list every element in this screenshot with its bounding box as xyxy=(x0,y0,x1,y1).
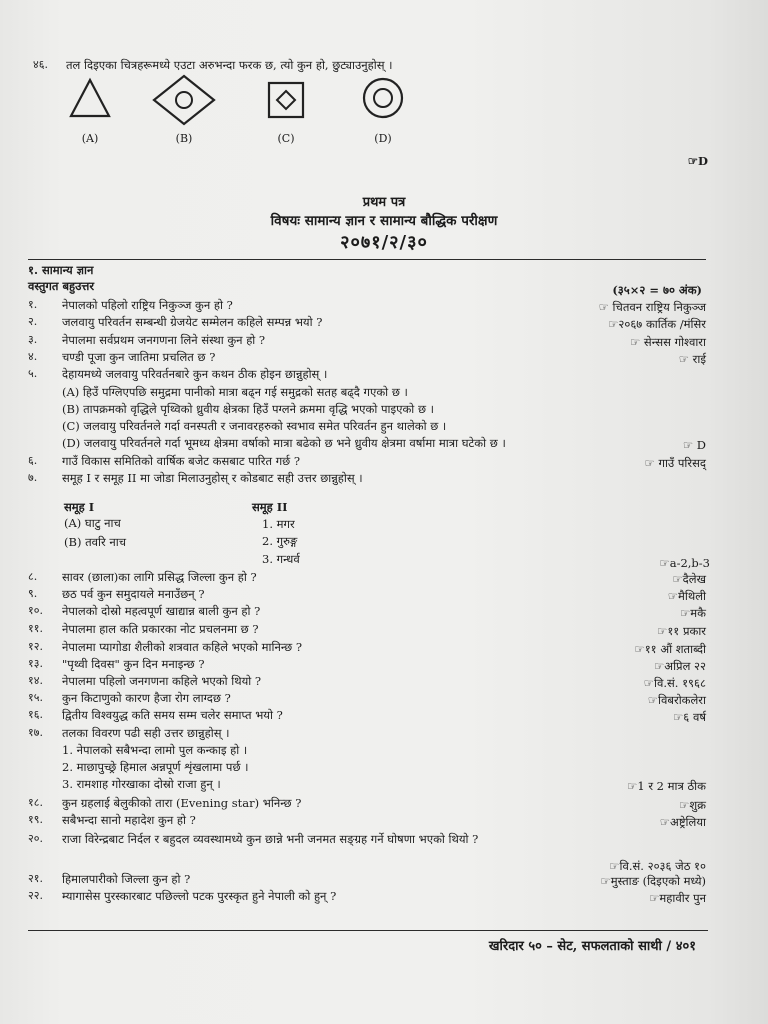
question-number: ५. xyxy=(28,367,38,381)
answer-text: ☞अष्ट्रेलिया xyxy=(659,815,706,829)
section-marks: (३५×२ = ७० अंक) xyxy=(612,283,702,297)
question-number: १२. xyxy=(28,640,43,653)
question-text: (C) जलवायु परिवर्तनले गर्दा वनस्पती र जनावरहरुको स्वभाव समेत परिवर्तन हुन थालेको छ । xyxy=(62,419,447,434)
question-text: समूह I र समूह II मा जोडा मिलाउनुहोस् र कोडबाट सही उत्तर छान्नुहोस् । xyxy=(62,471,363,485)
question-text: गाउँ विकास समितिको वार्षिक बजेट कसबाट पारित गर्छ ? xyxy=(62,453,301,468)
question-text: सबैभन्दा सानो महादेश कुन हो ? xyxy=(62,813,196,827)
answer-text: ☞अप्रिल २२ xyxy=(653,659,706,673)
answer-text: ☞११ प्रकार xyxy=(657,624,706,638)
question-number: १०. xyxy=(28,604,43,617)
question-text: 1. नेपालको सबैभन्दा लामो पुल कन्काइ हो । xyxy=(62,743,248,757)
section-title: १. सामान्य ज्ञान xyxy=(28,263,94,277)
answer-text: ☞मकै xyxy=(679,606,706,620)
question-text: म्यागासेस पुरस्कारबाट पछिल्लो पटक पुरस्कृत हुने नेपाली को हुन् ? xyxy=(62,889,337,903)
answer-text: ☞ D xyxy=(682,438,706,453)
question-number: ८. xyxy=(28,570,38,583)
answer-text: ☞११ औं शताब्दी xyxy=(634,642,706,656)
match-g2-item: 2. गुरुङ्ग xyxy=(262,534,298,548)
question-number: १५. xyxy=(28,691,43,704)
match-g1-item: (B) तवरि नाच xyxy=(64,535,127,549)
answer-text: ☞1 र 2 मात्र ठीक xyxy=(627,779,706,793)
question-text: नेपालमा हाल कति प्रकारका नोट प्रचलनमा छ ? xyxy=(62,622,259,636)
question-text: चण्डी पूजा कुन जातिमा प्रचलित छ ? xyxy=(62,349,216,364)
question-number: ४. xyxy=(28,349,38,363)
answer-text: ☞ गाउँ परिसद् xyxy=(644,455,706,470)
question-text: द्वितीय विश्वयुद्ध कति समय सम्म चलेर समाप्त भयो ? xyxy=(62,708,283,722)
question-number: १४. xyxy=(28,674,43,687)
match-group1-title: समूह I xyxy=(64,500,95,514)
question-number: १६. xyxy=(28,708,43,721)
answer-text: ☞विबरोकलेरा xyxy=(647,693,706,707)
paper-title: प्रथम पत्र xyxy=(362,195,406,210)
question-number: २. xyxy=(28,315,38,329)
question-number: २१. xyxy=(28,872,43,885)
answer-text: ☞ राई xyxy=(678,351,706,366)
square-diamond-shape xyxy=(269,83,303,117)
question-number: ३. xyxy=(28,332,38,346)
answer-text: ☞शुक्र xyxy=(679,798,706,812)
footer-divider xyxy=(28,930,708,931)
question-number: २२. xyxy=(28,889,43,902)
question-text: 2. माछापुच्छ्रे हिमाल अन्नपूर्ण शृंखलामा पर्छ । xyxy=(62,760,249,774)
question-text: राजा विरेन्द्रबाट निर्दल र बहुदल व्यवस्थामध्ये कुन छान्ने भनी जनमत सङ्ग्रह गर्ने घोषणा भएको थियो ? xyxy=(62,832,479,846)
question-text: सावर (छाला)का लागि प्रसिद्ध जिल्ला कुन हो ? xyxy=(62,570,257,584)
match-group2-title: समूह II xyxy=(252,500,288,514)
match-answer: ☞a-2,b-3 xyxy=(659,556,710,570)
question-number: ७. xyxy=(28,471,38,484)
match-g2-item: 3. गन्धर्व xyxy=(262,552,300,566)
q46-shapes xyxy=(60,74,420,126)
answer-text: ☞मैथिली xyxy=(667,589,706,603)
question-text: कुन ग्रहलाई बेलुकीको तारा (Evening star) भनिन्छ ? xyxy=(62,796,302,810)
shape-label-a: (A) xyxy=(81,132,99,145)
question-text: देहायमध्ये जलवायु परिवर्तनबारे कुन कथन ठीक होइन छान्नुहोस् । xyxy=(62,367,328,382)
question-number: १८. xyxy=(28,796,43,809)
question-text: नेपालको दोस्रो महत्वपूर्ण खाद्यान्न बाली कुन हो ? xyxy=(62,604,261,618)
question-number: २०. xyxy=(28,832,43,845)
answer-text: ☞६ वर्ष xyxy=(673,710,706,724)
answer-text: ☞वि.सं. १९६८ xyxy=(643,676,706,690)
question-text: तलका विवरण पढी सही उत्तर छान्नुहोस् । xyxy=(62,726,230,740)
question-text: (A) हिउँ पग्लिएपछि समुद्रमा पानीको मात्रा बढ्न गई समुद्रको सतह बढ्दै गएको छ । xyxy=(62,384,408,399)
question-text: नेपालमा सर्वप्रथम जनगणना लिने संस्था कुन हो ? xyxy=(62,332,266,347)
question-text: हिमालपारीको जिल्ला कुन हो ? xyxy=(62,872,191,886)
question-number: ६. xyxy=(28,453,38,467)
question-text: (D) जलवायु परिवर्तनले गर्दा भूमध्य क्षेत्रमा वर्षाको मात्रा बढेको छ भने ध्रुवीय क्षेत्रमा वर्षामा मात्रा घटेको छ । xyxy=(62,436,506,451)
question-number: १. xyxy=(28,298,38,311)
question-number: १९. xyxy=(28,813,43,826)
question-text: नेपालको पहिलो राष्ट्रिय निकुञ्ज कुन हो ? xyxy=(62,298,233,312)
answer-text: ☞ चितवन राष्ट्रिय निकुञ्ज xyxy=(598,300,706,314)
q46-number: ४६. xyxy=(33,58,48,71)
question-number: १७. xyxy=(28,726,43,739)
section-subtitle: वस्तुगत बहुउत्तर xyxy=(28,279,95,293)
question-text: कुन किटाणुको कारण हैजा रोग लाग्दछ ? xyxy=(62,691,231,705)
footer-text: खरिदार ५० – सेट, सफलताको साथी / ४०१ xyxy=(488,939,696,954)
header-divider xyxy=(28,259,706,260)
match-g2-item: 1. मगर xyxy=(262,517,295,531)
subject-title: विषयः सामान्य ज्ञान र सामान्य बौद्धिक परीक्षण xyxy=(270,213,498,229)
answer-text: ☞ सेन्सस गोश्वारा xyxy=(629,334,706,349)
double-circle-shape xyxy=(364,79,402,117)
question-text: "पृथ्वी दिवस" कुन दिन मनाइन्छ ? xyxy=(62,657,205,671)
question-text: नेपालमा पहिलो जनगणना कहिले भएको थियो ? xyxy=(62,674,262,688)
answer-text: ☞दैलेख xyxy=(672,572,706,586)
shape-label-c: (C) xyxy=(277,132,295,145)
shape-label-d: (D) xyxy=(374,132,392,145)
q46-answer: ☞D xyxy=(687,154,708,168)
exam-date: २०७१/२/३० xyxy=(340,232,428,253)
question-text: नेपालमा प्यागोडा शैलीको शत्रवात कहिले भएको मानिन्छ ? xyxy=(62,640,303,654)
match-g1-item: (A) घाटु नाच xyxy=(64,516,121,530)
question-text: जलवायु परिवर्तन सम्बन्धी ग्रेजयेट सम्मेलन कहिले सम्पन्न भयो ? xyxy=(62,315,323,330)
question-text: (B) तापक्रमको वृद्धिले पृथ्विको ध्रुवीय क्षेत्रका हिउँ पग्लने क्रममा वृद्धि भएको पाइएको छ । xyxy=(62,401,435,416)
answer-text: ☞मुस्ताङ (दिइएको मध्ये) xyxy=(600,874,706,888)
shape-label-b: (B) xyxy=(175,132,193,145)
triangle-shape xyxy=(71,80,109,116)
question-text: 3. रामशाह गोरखाका दोस्रो राजा हुन् । xyxy=(62,777,221,791)
answer-text: ☞२०६७ कार्तिक /मंसिर xyxy=(608,317,706,332)
answer-text: ☞वि.सं. २०३६ जेठ १० xyxy=(609,859,706,873)
question-number: ९. xyxy=(28,587,38,600)
diamond-circle-shape xyxy=(154,76,214,124)
q46-text: तल दिइएका चित्रहरूमध्ये एउटा अरुभन्दा फरक छ, त्यो कुन हो, छुट्याउनुहोस् । xyxy=(66,58,393,72)
answer-text: ☞महावीर पुन xyxy=(649,891,706,905)
question-number: १३. xyxy=(28,657,43,670)
question-number: ११. xyxy=(28,622,43,635)
question-text: छठ पर्व कुन समुदायले मनाउँछन् ? xyxy=(62,587,205,601)
